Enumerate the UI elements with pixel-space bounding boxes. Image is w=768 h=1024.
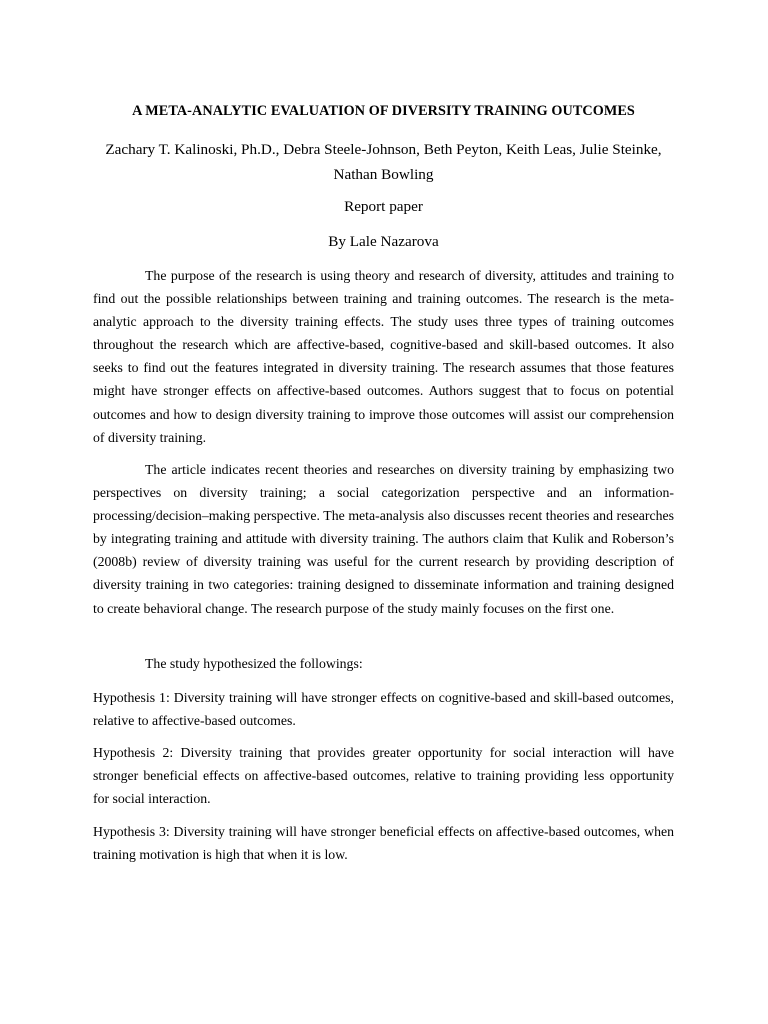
paragraph-perspectives: The article indicates recent theories and researches on diversity training by emphasizing two perspectives on diversity training; a social categorization perspective and an information-processing/decision–making perspective. The meta-analysis also discusses recent theories and researches by integrating training and attitude with diversity training. The authors claim that Kulik and Roberson’s (2008b) review of diversity training was useful for the current research by providing description of diversity training in two categories: training designed to disseminate information and training designed to create behavioral change. The research purpose of the study mainly focuses on the first one.	[93, 462, 674, 616]
hypothesis-3: Hypothesis 3: Diversity training will have stronger beneficial effects on affective-based outcomes, when training motivation is high that when it is low.	[93, 824, 674, 863]
paragraph-purpose: The purpose of the research is using theory and research of diversity, attitudes and training to find out the possible relationships between training and training outcomes. The research is the meta-analytic approach to the diversity training effects. The study uses three types of training outcomes throughout the research which are affective-based, cognitive-based and skill-based outcomes. It also seeks to find out the features integrated in diversity training. The research assumes that those features might have stronger effects on affective-based outcomes. Authors suggest that to focus on potential outcomes and how to design diversity training to improve those outcomes will assist our comprehension of diversity training.	[93, 268, 674, 445]
hypothesis-2: Hypothesis 2: Diversity training that provides greater opportunity for social interaction will have stronger beneficial effects on affective-based outcomes, relative to training providing less opportunity for social interaction.	[93, 745, 674, 807]
document-title: A META-ANALYTIC EVALUATION OF DIVERSITY TRAINING OUTCOMES	[132, 103, 635, 119]
paragraph-hypotheses-intro: The study hypothesized the followings:	[145, 656, 363, 671]
byline: By Lale Nazarova	[328, 233, 439, 250]
report-type: Report paper	[344, 198, 423, 215]
author-list: Zachary T. Kalinoski, Ph.D., Debra Steele-Johnson, Beth Peyton, Keith Leas, Julie Steinke, Nathan Bowling	[105, 141, 662, 183]
hypothesis-1: Hypothesis 1: Diversity training will have stronger effects on cognitive-based and skill-based outcomes, relative to affective-based outcomes.	[93, 690, 674, 729]
